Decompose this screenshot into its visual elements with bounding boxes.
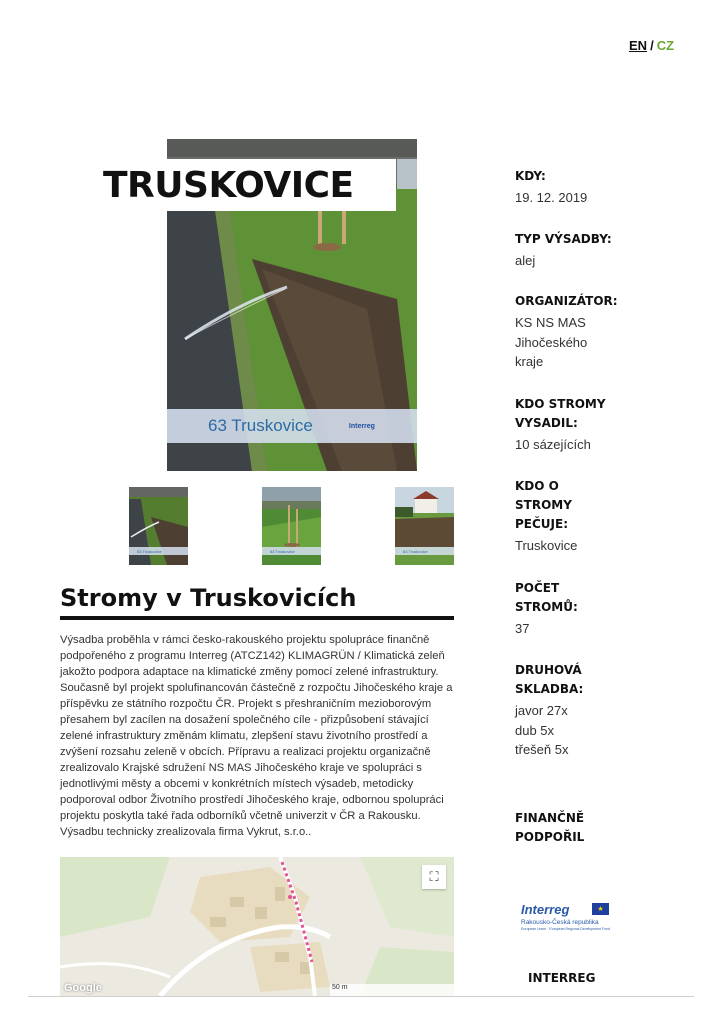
organizer-value: KS NS MAS Jihočeského kraje [515,315,588,369]
footer-divider [28,996,694,997]
when-label: KDY: [515,169,546,183]
gallery-thumb-2[interactable] [262,487,321,565]
hero-caption-text: 63 Truskovice [208,416,313,435]
organizer-label: ORGANIZÁTOR: [515,294,618,308]
thumb-2-image [262,487,321,565]
gallery-thumb-3[interactable] [395,487,454,565]
lang-cz-link[interactable]: CZ [656,38,675,53]
article-body: Výsadba proběhla v rámci česko-rakouského projektu spolupráce finančně podpořeného z programu Interreg (ATCZ142) KLIMAGRÜN / Klimatická zeleň jakožto podpora adaptace na klimatické změny pomocí zelené infrastruktury. Současně byl projekt spolufinancován částečně z rozpočtu Jihočeského kraje a příspěvku ze státního rozpočtu ČR. Projekt s přeshraničním mezioborovým přesahem byl zacílen na dosažení společného cíle - přizpůsobení stávající zelené infrastruktury změnám klimatu, zlepšení stavu životního prostředí a zvýšení rozsahu zeleně v obcích. Přípravu a realizaci projektu organizačně zrealizovalo Krajské sdružení NS MAS Jihočeského kraje ve spolupráci s jednotlivými městy a obcemi v konkrétních místech výsadeb, metodicky podporoval odbor Životního prostředí Jihočeského kraje, odbornou spolupráci projektu poskytla také řada odborníků včetně univerzit v ČR a Rakousku. Výsadbu technicky zrealizovala firma Vykrut, s.r.o.. [60,634,453,838]
info-funded-by [515,809,645,847]
interreg-logo-name: Interreg [521,902,570,917]
map-tiles [60,857,454,996]
lang-separator: / [650,38,654,53]
map-google-logo: Google [64,982,102,994]
species-value-1: javor 27x [515,703,568,718]
language-switch [629,38,674,53]
species-value-2: dub 5x [515,722,555,738]
hero-caption-bar [167,409,417,443]
lang-en-link[interactable]: EN [629,38,648,53]
info-planting-type [515,230,645,271]
map-scale: 50 m [330,984,454,996]
info-when [515,167,645,208]
tree-count-label: POČET STROMŮ: [515,581,578,614]
funded-by-label: FINANČNĚ PODPOŘIL [515,811,585,844]
interreg-logo-fineprint: European Union · European Regional Development Fund [521,927,610,931]
cared-by-value: Truskovice [515,538,578,553]
info-tree-count [515,579,645,639]
cared-by-label: KDO O STROMY PEČUJE: [515,479,572,531]
planting-type-value: alej [515,253,536,268]
info-planted-by [515,395,645,455]
location-map[interactable] [60,857,454,996]
fullscreen-icon[interactable]: ⛶ [422,865,446,889]
page-title-box [93,159,396,211]
interreg-label: INTERREG [528,971,596,985]
hero-interreg-logo: Interreg [348,422,375,430]
page-title: TRUSKOVICE [103,164,354,206]
planted-by-label: KDO STROMY VYSADIL: [515,397,606,430]
planted-by-value: 10 sázejících [515,437,591,452]
thumb-1-image [129,487,188,565]
gallery-thumb-1[interactable] [129,487,188,565]
thumb-2-caption: 63 Truskovice [270,549,295,554]
species-label: DRUHOVÁ SKLADBA: [515,663,584,696]
eu-flag-icon: ★ [592,903,609,915]
planting-type-label: TYP VÝSADBY: [515,232,612,246]
thumb-1-caption: 63 Truskovice [137,549,162,554]
info-organizer [515,292,645,372]
when-value: 19. 12. 2019 [515,190,588,205]
interreg-logo-subtitle: Rakousko-Česká republika [521,919,599,926]
section-title: Stromy v Truskovicích [60,584,454,620]
tree-count-value: 37 [515,621,530,636]
info-species [515,661,645,760]
species-value-3: třešeň 5x [515,742,569,757]
info-cared-by [515,477,645,556]
thumb-3-image [395,487,454,565]
thumb-3-caption: 63 Truskovice [403,549,428,554]
